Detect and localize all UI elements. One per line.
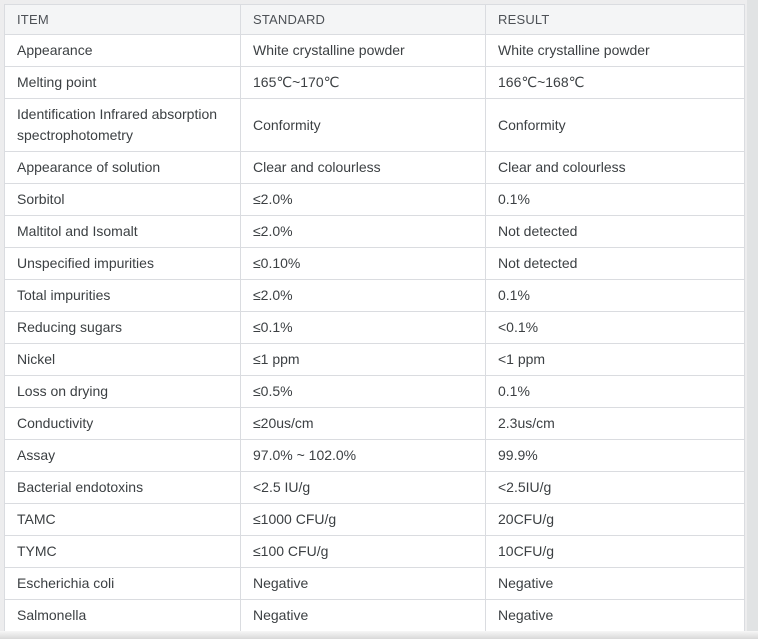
table-row [5, 440, 745, 472]
table-row [5, 536, 745, 568]
item-cell: Identification Infrared absorption spectrophotometry [5, 99, 241, 152]
result-cell: 0.1% [486, 184, 745, 216]
standard-cell: ≤2.0% [241, 280, 486, 312]
result-cell: 0.1% [486, 376, 745, 408]
result-cell: <2.5IU/g [486, 472, 745, 504]
item-cell: Conductivity [5, 408, 241, 440]
column-header-item: ITEM [5, 5, 241, 35]
standard-cell: Negative [241, 568, 486, 600]
standard-cell: ≤0.5% [241, 376, 486, 408]
result-cell: Negative [486, 600, 745, 632]
result-cell: 20CFU/g [486, 504, 745, 536]
item-cell: Melting point [5, 67, 241, 99]
table-row [5, 216, 745, 248]
standard-cell: White crystalline powder [241, 35, 486, 67]
result-cell: Clear and colourless [486, 152, 745, 184]
item-cell: Appearance [5, 35, 241, 67]
result-cell: Conformity [486, 99, 745, 152]
table-row [5, 184, 745, 216]
item-cell: Total impurities [5, 280, 241, 312]
item-cell: Assay [5, 440, 241, 472]
column-header-standard: STANDARD [241, 5, 486, 35]
standard-cell: ≤0.1% [241, 312, 486, 344]
item-cell: Bacterial endotoxins [5, 472, 241, 504]
item-cell: Escherichia coli [5, 568, 241, 600]
standard-cell: 97.0% ~ 102.0% [241, 440, 486, 472]
standard-cell: ≤2.0% [241, 184, 486, 216]
standard-cell: <2.5 IU/g [241, 472, 486, 504]
table-row [5, 35, 745, 67]
standard-cell: 165℃~170℃ [241, 67, 486, 99]
table-row [5, 280, 745, 312]
standard-cell: ≤1000 CFU/g [241, 504, 486, 536]
table-row [5, 152, 745, 184]
spec-table-body [5, 35, 745, 632]
table-row [5, 344, 745, 376]
result-cell: Not detected [486, 248, 745, 280]
table-row [5, 504, 745, 536]
item-cell: Unspecified impurities [5, 248, 241, 280]
table-row [5, 99, 745, 152]
result-cell: <1 ppm [486, 344, 745, 376]
standard-cell: ≤20us/cm [241, 408, 486, 440]
result-cell: 10CFU/g [486, 536, 745, 568]
specification-table-container [4, 4, 745, 632]
result-cell: 0.1% [486, 280, 745, 312]
standard-cell: ≤1 ppm [241, 344, 486, 376]
item-cell: Salmonella [5, 600, 241, 632]
result-cell: 2.3us/cm [486, 408, 745, 440]
table-row [5, 408, 745, 440]
table-row [5, 376, 745, 408]
result-cell: Negative [486, 568, 745, 600]
item-cell: Nickel [5, 344, 241, 376]
table-row [5, 568, 745, 600]
standard-cell: Negative [241, 600, 486, 632]
standard-cell: ≤0.10% [241, 248, 486, 280]
result-cell: White crystalline powder [486, 35, 745, 67]
table-header-row [5, 5, 745, 35]
item-cell: Reducing sugars [5, 312, 241, 344]
item-cell: Appearance of solution [5, 152, 241, 184]
item-cell: TYMC [5, 536, 241, 568]
table-row [5, 472, 745, 504]
result-cell: Not detected [486, 216, 745, 248]
table-row [5, 67, 745, 99]
table-row [5, 312, 745, 344]
standard-cell: Clear and colourless [241, 152, 486, 184]
table-row [5, 248, 745, 280]
item-cell: Maltitol and Isomalt [5, 216, 241, 248]
item-cell: Sorbitol [5, 184, 241, 216]
spec-table [4, 4, 745, 632]
item-cell: Loss on drying [5, 376, 241, 408]
standard-cell: ≤2.0% [241, 216, 486, 248]
table-row [5, 600, 745, 632]
item-cell: TAMC [5, 504, 241, 536]
standard-cell: ≤100 CFU/g [241, 536, 486, 568]
page-right-margin [747, 0, 758, 639]
result-cell: 166℃~168℃ [486, 67, 745, 99]
page-bottom-margin [0, 631, 758, 639]
standard-cell: Conformity [241, 99, 486, 152]
result-cell: 99.9% [486, 440, 745, 472]
column-header-result: RESULT [486, 5, 745, 35]
result-cell: <0.1% [486, 312, 745, 344]
